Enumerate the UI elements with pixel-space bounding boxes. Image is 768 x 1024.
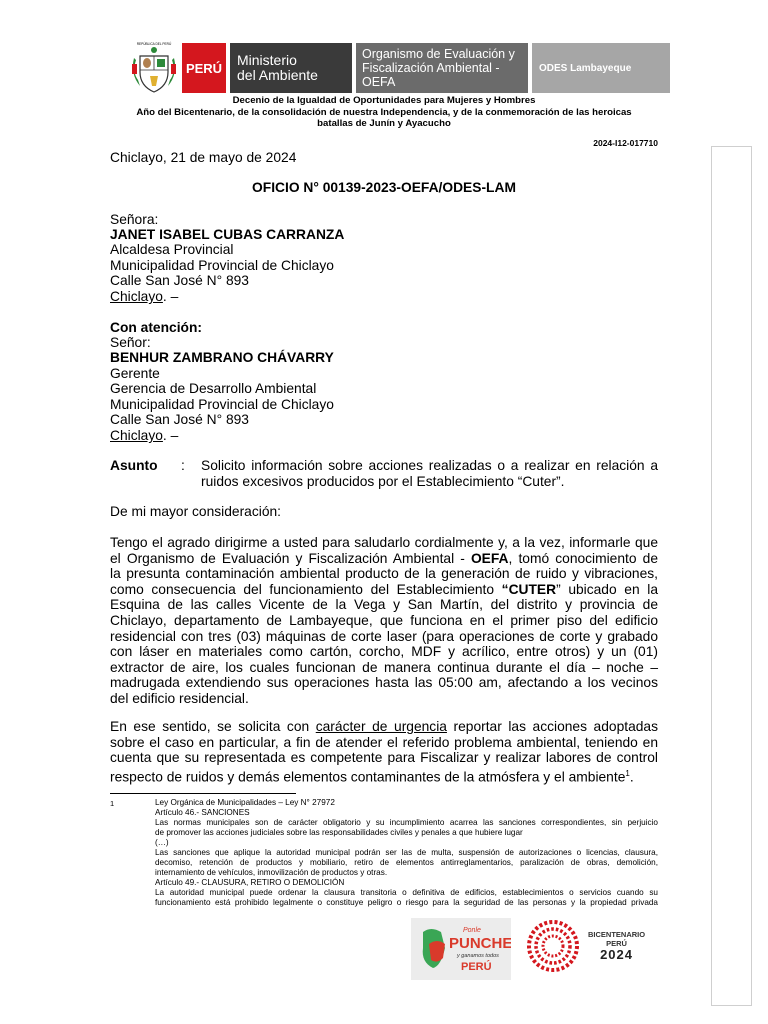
footnote-line: Las normas municipales son de carácter obligatorio y su incumplimiento acarrea las sanciones correspondientes, sin perjuicio [155,818,658,827]
footnote-ref[interactable]: 1 [625,768,630,778]
peru-coat-of-arms [128,40,180,96]
p1-l2c: , tomó conocimiento de [508,550,658,566]
recipient-entity: Municipalidad Provincial de Chiclayo [110,258,334,273]
attention-name: BENHUR ZAMBRANO CHÁVARRY [110,350,334,365]
p2-line [110,719,658,735]
p2-line: sobre el caso en particular, a fin de atender el referido problema ambiental, teniendo en [110,734,658,750]
oficio-title: OFICIO N° 00139-2023-OEFA/ODES-LAM [252,180,516,195]
p2-end: . [629,769,634,785]
recipient-address: Calle San José N° 893 [110,273,249,288]
p1-line [110,551,658,567]
greeting: De mi mayor consideración: [110,504,281,519]
footnote-mark: 1 [110,799,115,808]
footnote-line: de promover las acciones judiciales sobre las responsabilidades civiles y penales a que hubiere lugar [155,828,523,837]
bicentenario-year: 2024 [600,947,633,962]
oefa-line2: Fiscalización Ambiental - OEFA [362,61,500,89]
ministry-line2: del Ambiente [237,67,318,83]
decenio-line2: Año del Bicentenario, de la consolidación de nuestra Independencia, y de la conmemoración de las heroicas [136,106,632,118]
bicentenario-country: PERÚ [606,939,627,948]
peru-logo [182,43,226,93]
margin-box [711,146,752,1006]
footnote-ellipsis: (…) [155,838,169,847]
punche-line4: PERÚ [461,961,492,973]
p2-line [110,766,658,785]
attention-city: Chiclayo [110,428,163,443]
decenio-line1: Decenio de la Igualdad de Oportunidades para Mujeres y Hombres [232,95,536,106]
footnote-line: funcionamiento está prohibido legalmente o constituye peligro o riesgo para la seguridad de las personas y la propiedad privada [155,898,658,907]
p1-line: extractor de aire, los cuales funcionan de manera continua durante el día – noche – [110,659,658,675]
decenio-heading [110,95,658,130]
punche-line1: Ponle [463,927,481,934]
footnote-art46: Artículo 46.- SANCIONES [155,808,250,817]
recipient-city-suffix: . – [162,289,179,304]
p2-line: cuenta que su representada es competente para Fiscalizar y realizar labores de control [110,750,658,766]
body-paragraph-2 [110,719,658,785]
p1-l4c: ” ubicado en la [556,581,658,597]
attention-address: Calle San José N° 893 [110,412,249,427]
document-number: 2024-I12-017710 [593,138,658,148]
attention-city-suffix: . – [162,428,179,443]
attention-salutation: Señor: [110,335,151,350]
crest-text: REPÚBLICA DEL PERÚ [136,42,172,46]
p2-l4: respecto de ruidos y demás elementos contaminantes de la atmósfera y el ambiente [110,769,626,785]
punche-line2: PUNCHE [449,935,511,952]
ministry-logo [230,43,352,93]
p1-line: del edificio residencial. [110,690,249,706]
recipient-name: JANET ISABEL CUBAS CARRANZA [110,227,345,242]
ministry-line1: Ministerio [237,52,297,68]
p1-l2a: el Organismo de Evaluación y Fiscalización Ambiental - [110,550,471,566]
decenio-line3: batallas de Junín y Ayacucho [317,118,451,129]
asunto-text [201,458,658,489]
attention-city-line [110,428,178,444]
odes-label: ODES Lambayeque [539,62,632,74]
bicentenario-label: BICENTENARIO [588,930,646,939]
p1-line: Tengo el agrado dirigirme a usted para saludarlo cordialmente y, a la vez, informarle que [110,535,658,550]
footnote-separator [110,793,296,794]
recipient-role: Alcaldesa Provincial [110,242,234,257]
p1-line: madrugada extendiendo sus operaciones hasta las 05:00 am, afectando a los vecinos [110,675,658,691]
bicentenario-emblem-icon [522,916,584,976]
date-line: Chiclayo, 21 de mayo de 2024 [110,150,297,165]
p2-urgency: carácter de urgencia [315,719,447,734]
bicentenario-logo [522,916,658,976]
odes-logo [532,43,670,93]
bicentenario-text [588,930,645,962]
recipient-salutation: Señora: [110,212,159,227]
footnote-art49: Artículo 49.- CLAUSURA, RETIRO O DEMOLICIÓN [155,878,345,887]
footnote-body [155,798,658,908]
attention-label: Con atención: [110,320,202,335]
p1-line: Chiclayo, departamento de Lambayeque, que funciona en el primer piso del edificio [110,612,658,628]
recipient-city-line [110,289,178,305]
p1-line [110,582,658,598]
body-paragraph-1 [110,535,658,707]
attention-role: Gerente [110,366,160,381]
asunto-label: Asunto [110,458,158,473]
asunto-line1: Solicito información sobre acciones realizadas o a realizar en relación a [201,458,658,473]
footnote-line: decomiso, retención de productos y mobiliario, retiro de elementos antirreglamentarios, paralización de obras, demolición, [155,858,658,867]
ponle-punche-logo [411,918,511,980]
asunto-line2: ruidos excesivos producidos por el Establecimiento “Cuter”. [201,473,565,489]
p1-line: la presunta contaminación ambiental producto de la generación de ruido y vibraciones, [110,566,658,582]
footnote-line: Las sanciones que aplique la autoridad municipal podrán ser las de multa, suspensión de autorizaciones o licencias, clausura, [155,848,658,857]
p1-line: Esquina de las calles Vicente de la Vega y San Martín, del distrito y provincia de [110,597,658,613]
p1-oefa-bold: OEFA [470,550,509,566]
p2-l1c: reportar las acciones adoptadas [446,719,658,734]
attention-entity: Municipalidad Provincial de Chiclayo [110,397,334,412]
punche-line3: y ganamos todos [457,953,499,959]
footnote-line: La autoridad municipal puede ordenar la clausura transitoria o definitiva de edificios, establecimientos o servicios cuando su [155,888,658,897]
oefa-logo [356,43,528,93]
footnote-title: Ley Orgánica de Municipalidades – Ley N° 27972 [155,798,335,807]
p1-line: residencial con tres (03) máquinas de corte laser (para operaciones de corte y grabado [110,628,658,644]
attention-department: Gerencia de Desarrollo Ambiental [110,381,317,396]
footnote-line: internamiento de vehículos, inmovilización de productos y otras. [155,868,388,877]
p1-line: con láser en materiales como cartón, corcho, MDF y acrílico, entre otros) y un (01) [110,644,658,660]
recipient-city: Chiclayo [110,289,163,304]
oefa-line1: Organismo de Evaluación y [362,47,515,61]
p1-cuter-bold: “CUTER [501,581,557,597]
p1-l4a: como consecuencia del funcionamiento del Establecimiento [110,581,502,597]
peru-label: PERÚ [185,60,223,76]
p2-l1a: En ese sentido, se solicita con [110,719,316,734]
asunto-colon: : [181,458,185,473]
